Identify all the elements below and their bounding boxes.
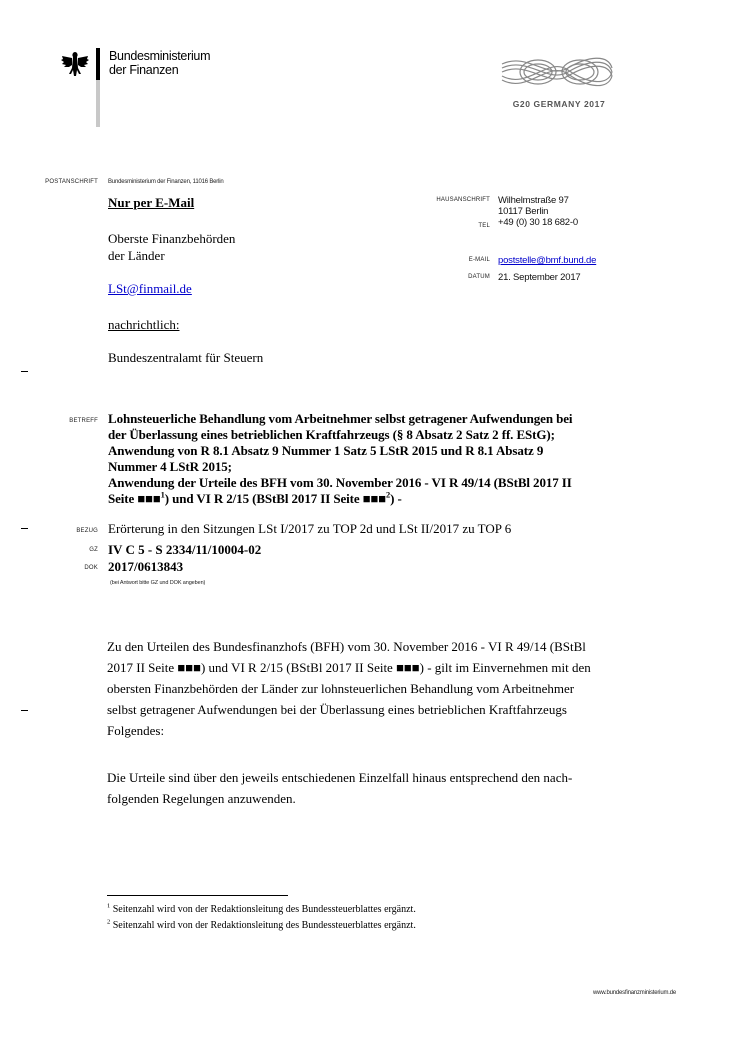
betreff-line: Anwendung der Urteile des BFH vom 30. November 2016 - VI R 49/14 (BStBl 2017 II: [108, 475, 572, 490]
betreff-fragment: ) und VI R 2/15 (BStBl 2017 II Seite ■■■: [164, 491, 386, 506]
ministry-name-line2: der Finanzen: [109, 63, 179, 77]
hausanschrift-line2: 10117 Berlin: [498, 206, 549, 217]
bezug-label: BEZUG: [76, 528, 98, 534]
federal-eagle-icon: [60, 50, 90, 78]
cc-recipient: Bundeszentralamt für Steuern: [108, 350, 264, 365]
logo-bar-light: [96, 80, 100, 127]
logo-bar-dark: [96, 48, 100, 80]
footnote-number: 2: [107, 918, 111, 926]
footnote-text: Seitenzahl wird von der Redaktionsleitung des Bundessteuerblattes ergänzt.: [110, 920, 416, 931]
datum-label: DATUM: [468, 274, 490, 280]
footnote-ref-2: 2: [385, 489, 391, 500]
bezug-value: Erörterung in den Sitzungen LSt I/2017 zu TOP 2d und LSt II/2017 zu TOP 6: [108, 521, 512, 536]
email-label: E-MAIL: [468, 257, 490, 263]
fold-mark-top: [21, 371, 28, 372]
delivery-method: Nur per E-Mail: [108, 195, 195, 210]
sender-email-link[interactable]: poststelle@bmf.bund.de: [498, 255, 597, 266]
body-line: selbst getragener Aufwendungen bei der Überlassung eines betrieblichen Kraftfahrzeugs: [107, 702, 567, 717]
fold-mark-punch: [21, 710, 28, 711]
footnote-2: [107, 919, 416, 932]
body-paragraph-2: [107, 767, 572, 809]
reply-hint: (bei Antwort bitte GZ und DOK angeben): [110, 580, 206, 586]
cc-label: nachrichtlich:: [108, 317, 180, 332]
body-line: Zu den Urteilen des Bundesfinanzhofs (BFH) vom 30. November 2016 - VI R 49/14 (BStBl: [107, 639, 586, 654]
postanschrift-label: POSTANSCHRIFT: [45, 179, 98, 185]
footer-website: www.bundesfinanzministerium.de: [592, 990, 676, 996]
recipient-email-link[interactable]: LSt@finmail.de: [108, 281, 192, 296]
tel-value: +49 (0) 30 18 682-0: [498, 217, 578, 228]
gz-value: IV C 5 - S 2334/11/10004-02: [108, 542, 262, 557]
recipient-line1: Oberste Finanzbehörden: [108, 231, 236, 246]
betreff-line: Nummer 4 LStR 2015;: [108, 459, 232, 474]
betreff-fragment: ) -: [390, 491, 402, 506]
hausanschrift-line1: Wilhelmstraße 97: [498, 195, 569, 206]
footnote-separator: [107, 895, 288, 896]
betreff-text: [108, 411, 572, 507]
recipient-line2: der Länder: [108, 248, 165, 263]
betreff-line: Lohnsteuerliche Behandlung vom Arbeitnehmer selbst getragener Aufwendungen bei: [108, 411, 573, 426]
hausanschrift-label: HAUSANSCHRIFT: [436, 197, 490, 203]
body-line: Die Urteile sind über den jeweils entschiedenen Einzelfall hinaus entsprechend den nach-: [107, 770, 573, 785]
dok-value: 2017/0613843: [108, 559, 184, 574]
tel-label: TEL: [478, 223, 490, 229]
g20-knot-icon: [498, 50, 616, 94]
body-paragraph-1: [107, 636, 591, 741]
body-line: obersten Finanzbehörden der Länder zur lohnsteuerlichen Behandlung vom Arbeitnehmer: [107, 681, 575, 696]
body-line: Folgendes:: [107, 723, 165, 738]
betreff-label: BETREFF: [69, 418, 98, 424]
footnote-text: Seitenzahl wird von der Redaktionsleitung des Bundessteuerblattes ergänzt.: [110, 904, 416, 915]
datum-value: 21. September 2017: [498, 272, 581, 283]
footnote-number: 1: [107, 902, 111, 910]
postanschrift-value: Bundesministerium der Finanzen, 11016 Berlin: [108, 179, 224, 185]
betreff-line: der Überlassung eines betrieblichen Kraftfahrzeugs (§ 8 Absatz 2 Satz 2 ff. EStG);: [108, 427, 555, 442]
gz-label: GZ: [89, 547, 98, 553]
ministry-name-line1: Bundesministerium: [109, 49, 211, 63]
body-line: folgenden Regelungen anzuwenden.: [107, 791, 296, 806]
g20-label: G20 GERMANY 2017: [512, 99, 606, 109]
footnote-1: [107, 903, 416, 916]
betreff-line: Anwendung von R 8.1 Absatz 9 Nummer 1 Satz 5 LStR 2015 und R 8.1 Absatz 9: [108, 443, 544, 458]
body-line: 2017 II Seite ■■■) und VI R 2/15 (BStBl 2017 II Seite ■■■) - gilt im Einvernehmen mit den: [107, 660, 591, 675]
betreff-line: [108, 491, 572, 507]
dok-label: DOK: [84, 565, 98, 571]
footnote-ref-1: 1: [160, 489, 165, 500]
betreff-fragment: Seite ■■■: [108, 491, 161, 506]
